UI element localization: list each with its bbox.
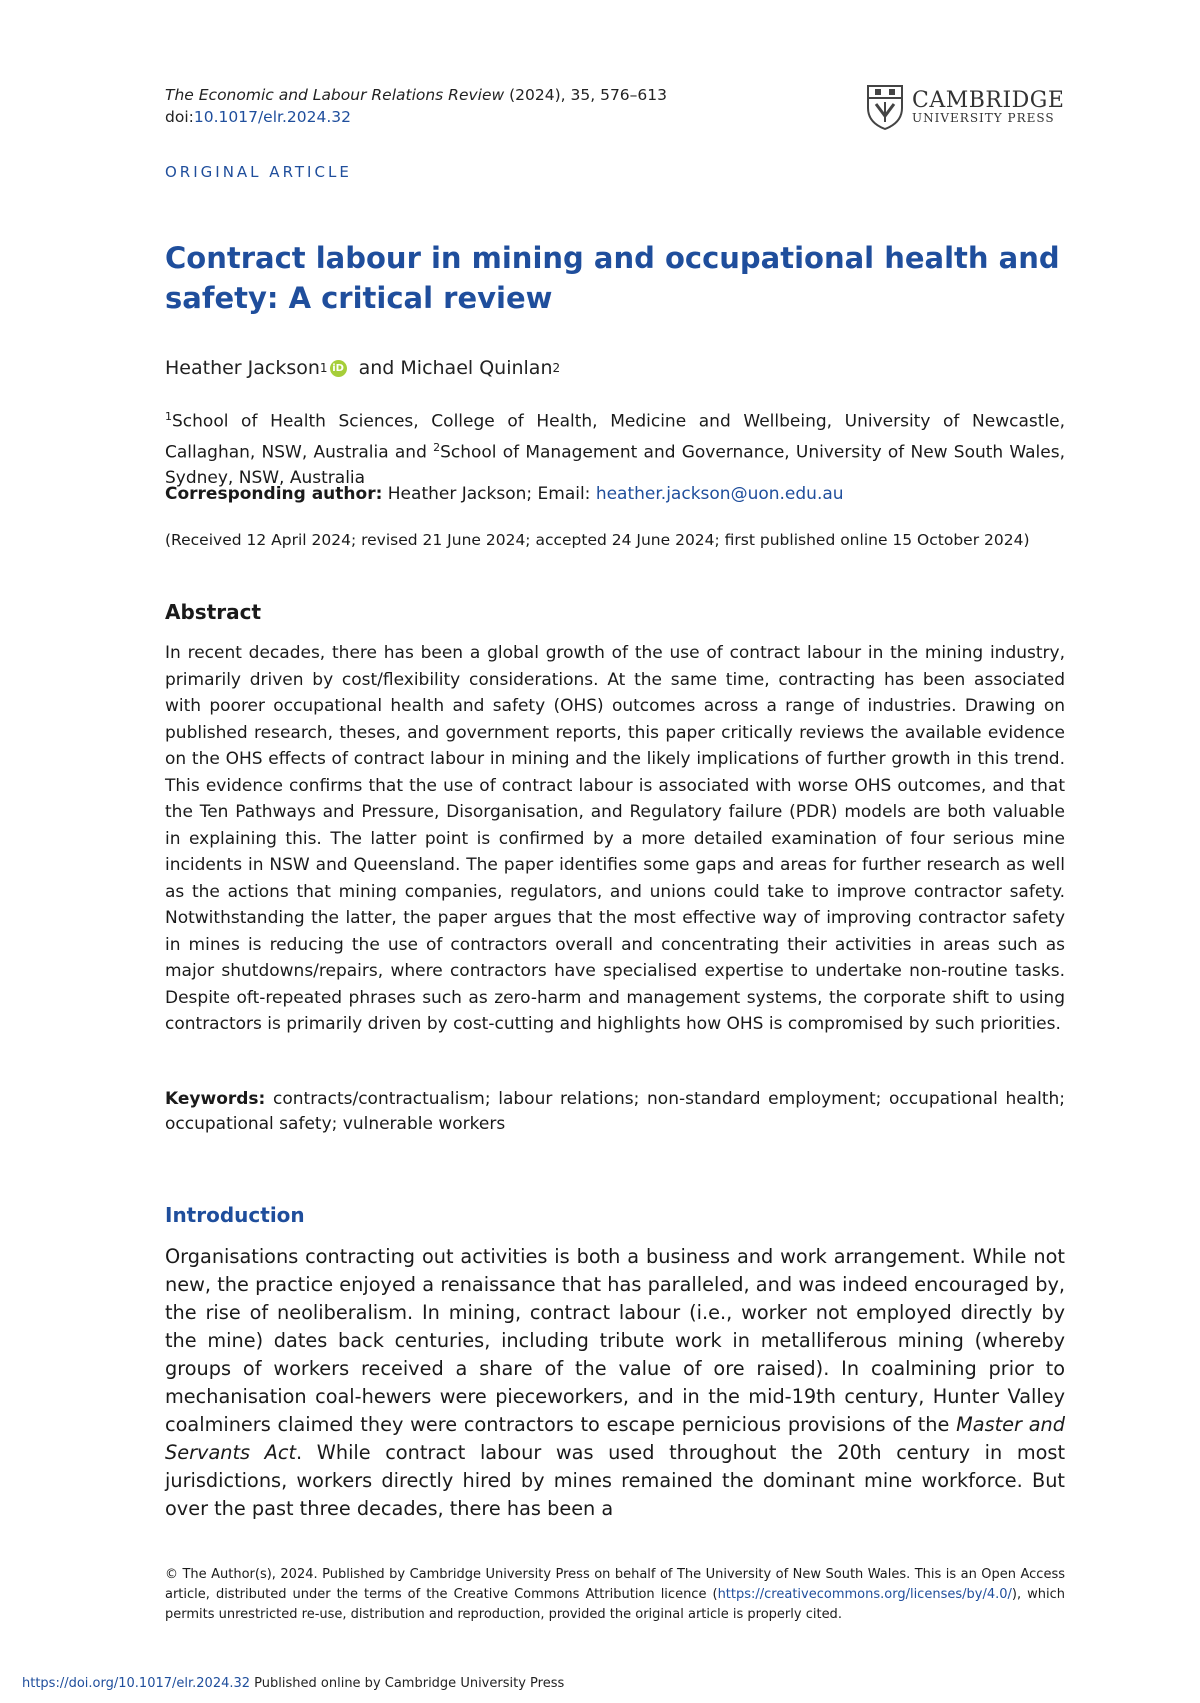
logo-name: CAMBRIDGE <box>912 88 1065 114</box>
footer-doi-link[interactable]: https://doi.org/10.1017/elr.2024.32 <box>22 1676 251 1691</box>
corresponding-author <box>165 484 844 504</box>
keywords-label: Keywords: <box>165 1089 266 1109</box>
author-affil-mark: 2 <box>552 361 561 375</box>
article-type: ORIGINAL ARTICLE <box>165 163 352 181</box>
doi-prefix: doi: <box>165 108 194 126</box>
author-name: Heather Jackson <box>165 357 320 379</box>
orcid-icon[interactable]: iD <box>330 360 347 377</box>
intro-text-italic: Master and Servants Act <box>165 1413 1066 1464</box>
intro-text-part: . While contract labour was used throughout the 20th century in most jurisdictions, workers directly hired by mines remained the dominant mine workforce. But over the past three decades, there has been a <box>165 1441 1066 1520</box>
journal-name: The Economic and Labour Relations Review <box>165 86 505 104</box>
abstract-heading: Abstract <box>165 600 262 624</box>
footnote-text: ), which permits unrestricted re-use, distribution and reproduction, provided the original article is properly cited. <box>165 1587 1065 1622</box>
affil-mark: 2 <box>433 440 441 454</box>
intro-text-part: Organisations contracting out activities is both a business and work arrangement. While not new, the practice enjoyed a renaissance that has paralleled, and was indeed encouraged by, the rise of neoliberalism. In mining, contract labour (i.e., worker not employed directly by the mine) dates back centuries, including tribute work in metalliferous mining (whereby groups of workers received a share of the value of ore raised). In coalmining prior to mechanisation coal-hewers were pieceworkers, and in the mid-19th century, Hunter Valley coalminers claimed they were contractors to escape pernicious provisions of the <box>165 1245 1065 1436</box>
page-footer <box>22 1676 564 1691</box>
cambridge-shield-icon <box>866 84 904 130</box>
affiliation-text: School of Health Sciences, College of Health, Medicine and Wellbeing, University of Newcastle, Callaghan, NSW, Australia and <box>165 411 1065 463</box>
journal-details: (2024), 35, 576–613 <box>504 86 668 104</box>
author-affil-mark: 1 <box>319 361 328 375</box>
abstract-text: In recent decades, there has been a global growth of the use of contract labour in the mining industry, primarily driven by cost/flexibility considerations. At the same time, contracting has been associated with poorer occupational health and safety (OHS) outcomes across a range of industries. Drawing on published research, theses, and government reports, this paper critically reviews the available evidence on the OHS effects of contract labour in mining and the likely implications of further growth in this trend. This evidence confirms that the use of contract labour is associated with worse OHS outcomes, and that the Ten Pathways and Pressure, Disorganisation, and Regulatory failure (PDR) models are both valuable in explaining this. The latter point is confirmed by a more detailed examination of four serious mine incidents in NSW and Queensland. The paper identifies some gaps and areas for further research as well as the actions that mining companies, regulators, and unions could take to improve contractor safety. Notwithstanding the latter, the paper argues that the most effective way of improving contractor safety in mines is reducing the use of contractors overall and concentrating their activities in areas such as major shutdowns/repairs, where contractors have specialised expertise to undertake non-routine tasks. Despite oft-repeated phrases such as zero-harm and management systems, the corporate shift to using contractors is primarily driven by cost-cutting and highlights how OHS is compromised by such priorities. <box>165 643 1065 1034</box>
journal-citation <box>165 84 667 128</box>
introduction-heading: Introduction <box>165 1203 305 1227</box>
article-title: Contract labour in mining and occupational health and safety: A critical review <box>165 241 1060 315</box>
author-line <box>165 357 560 379</box>
affiliation-text: School of Management and Governance, University of New South Wales, Sydney, NSW, Australia <box>165 442 1065 489</box>
copyright-footnote <box>165 1565 1065 1625</box>
author-name: Michael Quinlan <box>400 357 553 379</box>
received-dates: (Received 12 April 2024; revised 21 June 2024; accepted 24 June 2024; first published online 15 October 2024) <box>165 531 1030 549</box>
publisher-logo <box>866 84 1064 130</box>
doi-link[interactable]: 10.1017/elr.2024.32 <box>193 108 351 126</box>
footnote-text: © The Author(s), 2024. Published by Cambridge University Press on behalf of The University of New South Wales. This is an Open Access article, distributed under the terms of the Creative Commons Attribution licence ( <box>165 1567 1065 1602</box>
author-connector: and <box>352 357 401 379</box>
keywords <box>165 1087 1065 1137</box>
email-link[interactable]: heather.jackson@uon.edu.au <box>595 484 844 504</box>
affil-mark: 1 <box>165 410 172 423</box>
licence-link[interactable]: https://creativecommons.org/licenses/by/4.0/ <box>717 1587 1012 1602</box>
logo-sub: UNIVERSITY PRESS <box>912 111 1055 126</box>
corresponding-text: Heather Jackson; Email: <box>382 484 596 504</box>
affiliations <box>165 404 1065 491</box>
corresponding-label: Corresponding author: <box>165 484 383 504</box>
keywords-text: contracts/contractualism; labour relations; non-standard employment; occupational health; occupational safety; vulnerable workers <box>165 1089 1065 1134</box>
footer-text: Published online by Cambridge University Press <box>250 1676 565 1691</box>
introduction-text <box>165 1243 1065 1523</box>
